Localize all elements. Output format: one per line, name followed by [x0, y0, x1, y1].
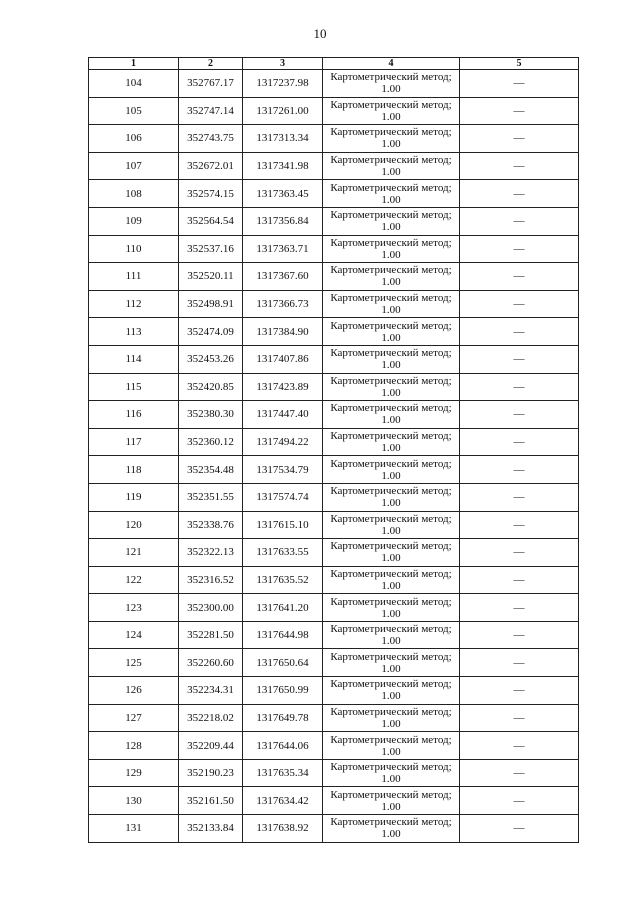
- table-body: [89, 70, 579, 843]
- y-coordinate-cell: 1317649.78: [243, 704, 323, 732]
- x-coordinate-cell: 352360.12: [179, 428, 243, 456]
- note-cell: —: [460, 511, 579, 539]
- x-coordinate-cell: 352281.50: [179, 621, 243, 649]
- table-row: [89, 704, 579, 732]
- method-cell: Картометрический метод; 1.00: [323, 207, 460, 235]
- note-cell: —: [460, 290, 579, 318]
- y-coordinate-cell: 1317633.55: [243, 539, 323, 567]
- x-coordinate-cell: 352574.15: [179, 180, 243, 208]
- y-coordinate-cell: 1317356.84: [243, 207, 323, 235]
- x-coordinate-cell: 352474.09: [179, 318, 243, 346]
- method-cell: Картометрический метод; 1.00: [323, 263, 460, 291]
- note-cell: —: [460, 125, 579, 153]
- note-cell: —: [460, 815, 579, 843]
- note-cell: —: [460, 152, 579, 180]
- point-number-cell: 116: [89, 401, 179, 429]
- point-number-cell: 121: [89, 539, 179, 567]
- note-cell: —: [460, 704, 579, 732]
- point-number-cell: 114: [89, 345, 179, 373]
- note-cell: —: [460, 677, 579, 705]
- y-coordinate-cell: 1317494.22: [243, 428, 323, 456]
- method-cell: Картометрический метод; 1.00: [323, 70, 460, 98]
- x-coordinate-cell: 352564.54: [179, 207, 243, 235]
- point-number-cell: 109: [89, 207, 179, 235]
- table-row: [89, 677, 579, 705]
- x-coordinate-cell: 352747.14: [179, 97, 243, 125]
- method-cell: Картометрический метод; 1.00: [323, 815, 460, 843]
- table-row: [89, 97, 579, 125]
- method-cell: Картометрический метод; 1.00: [323, 566, 460, 594]
- x-coordinate-cell: 352133.84: [179, 815, 243, 843]
- point-number-cell: 118: [89, 456, 179, 484]
- x-coordinate-cell: 352190.23: [179, 759, 243, 787]
- table-row: [89, 759, 579, 787]
- note-cell: —: [460, 539, 579, 567]
- note-cell: —: [460, 649, 579, 677]
- x-coordinate-cell: 352351.55: [179, 483, 243, 511]
- y-coordinate-cell: 1317237.98: [243, 70, 323, 98]
- note-cell: —: [460, 318, 579, 346]
- note-cell: —: [460, 621, 579, 649]
- method-cell: Картометрический метод; 1.00: [323, 318, 460, 346]
- point-number-cell: 126: [89, 677, 179, 705]
- point-number-cell: 110: [89, 235, 179, 263]
- table-row: [89, 511, 579, 539]
- table-row: [89, 456, 579, 484]
- y-coordinate-cell: 1317447.40: [243, 401, 323, 429]
- x-coordinate-cell: 352420.85: [179, 373, 243, 401]
- point-number-cell: 131: [89, 815, 179, 843]
- x-coordinate-cell: 352300.00: [179, 594, 243, 622]
- y-coordinate-cell: 1317367.60: [243, 263, 323, 291]
- point-number-cell: 112: [89, 290, 179, 318]
- x-coordinate-cell: 352453.26: [179, 345, 243, 373]
- header-col-5: 5: [460, 58, 579, 70]
- method-cell: Картометрический метод; 1.00: [323, 373, 460, 401]
- table-row: [89, 152, 579, 180]
- table-row: [89, 70, 579, 98]
- point-number-cell: 111: [89, 263, 179, 291]
- x-coordinate-cell: 352672.01: [179, 152, 243, 180]
- point-number-cell: 128: [89, 732, 179, 760]
- note-cell: —: [460, 759, 579, 787]
- method-cell: Картометрический метод; 1.00: [323, 621, 460, 649]
- note-cell: —: [460, 456, 579, 484]
- method-cell: Картометрический метод; 1.00: [323, 97, 460, 125]
- method-cell: Картометрический метод; 1.00: [323, 152, 460, 180]
- table-row: [89, 290, 579, 318]
- y-coordinate-cell: 1317615.10: [243, 511, 323, 539]
- method-cell: Картометрический метод; 1.00: [323, 649, 460, 677]
- point-number-cell: 122: [89, 566, 179, 594]
- note-cell: —: [460, 401, 579, 429]
- table-row: [89, 428, 579, 456]
- x-coordinate-cell: 352322.13: [179, 539, 243, 567]
- table-row: [89, 345, 579, 373]
- y-coordinate-cell: 1317635.34: [243, 759, 323, 787]
- y-coordinate-cell: 1317384.90: [243, 318, 323, 346]
- header-col-2: 2: [179, 58, 243, 70]
- y-coordinate-cell: 1317574.74: [243, 483, 323, 511]
- table-row: [89, 318, 579, 346]
- point-number-cell: 106: [89, 125, 179, 153]
- method-cell: Картометрический метод; 1.00: [323, 401, 460, 429]
- y-coordinate-cell: 1317534.79: [243, 456, 323, 484]
- table-row: [89, 125, 579, 153]
- method-cell: Картометрический метод; 1.00: [323, 732, 460, 760]
- method-cell: Картометрический метод; 1.00: [323, 428, 460, 456]
- y-coordinate-cell: 1317650.64: [243, 649, 323, 677]
- y-coordinate-cell: 1317341.98: [243, 152, 323, 180]
- method-cell: Картометрический метод; 1.00: [323, 787, 460, 815]
- method-cell: Картометрический метод; 1.00: [323, 704, 460, 732]
- x-coordinate-cell: 352234.31: [179, 677, 243, 705]
- table-row: [89, 263, 579, 291]
- method-cell: Картометрический метод; 1.00: [323, 456, 460, 484]
- y-coordinate-cell: 1317650.99: [243, 677, 323, 705]
- page-number: 10: [313, 26, 327, 41]
- x-coordinate-cell: 352209.44: [179, 732, 243, 760]
- point-number-cell: 120: [89, 511, 179, 539]
- method-cell: Картометрический метод; 1.00: [323, 511, 460, 539]
- note-cell: —: [460, 566, 579, 594]
- method-cell: Картометрический метод; 1.00: [323, 594, 460, 622]
- y-coordinate-cell: 1317313.34: [243, 125, 323, 153]
- note-cell: —: [460, 787, 579, 815]
- table-row: [89, 787, 579, 815]
- table-row: [89, 207, 579, 235]
- table-header-row: [89, 58, 579, 70]
- table-row: [89, 401, 579, 429]
- x-coordinate-cell: 352380.30: [179, 401, 243, 429]
- method-cell: Картометрический метод; 1.00: [323, 125, 460, 153]
- note-cell: —: [460, 180, 579, 208]
- table-row: [89, 649, 579, 677]
- note-cell: —: [460, 263, 579, 291]
- x-coordinate-cell: 352743.75: [179, 125, 243, 153]
- x-coordinate-cell: 352161.50: [179, 787, 243, 815]
- y-coordinate-cell: 1317644.06: [243, 732, 323, 760]
- note-cell: —: [460, 594, 579, 622]
- y-coordinate-cell: 1317644.98: [243, 621, 323, 649]
- y-coordinate-cell: 1317363.71: [243, 235, 323, 263]
- header-col-3: 3: [243, 58, 323, 70]
- coordinates-table: [88, 57, 579, 843]
- table-row: [89, 594, 579, 622]
- header-col-4: 4: [323, 58, 460, 70]
- method-cell: Картометрический метод; 1.00: [323, 759, 460, 787]
- point-number-cell: 127: [89, 704, 179, 732]
- point-number-cell: 113: [89, 318, 179, 346]
- y-coordinate-cell: 1317407.86: [243, 345, 323, 373]
- point-number-cell: 125: [89, 649, 179, 677]
- note-cell: —: [460, 732, 579, 760]
- point-number-cell: 117: [89, 428, 179, 456]
- y-coordinate-cell: 1317641.20: [243, 594, 323, 622]
- note-cell: —: [460, 373, 579, 401]
- point-number-cell: 124: [89, 621, 179, 649]
- method-cell: Картометрический метод; 1.00: [323, 345, 460, 373]
- note-cell: —: [460, 483, 579, 511]
- point-number-cell: 130: [89, 787, 179, 815]
- note-cell: —: [460, 207, 579, 235]
- y-coordinate-cell: 1317423.89: [243, 373, 323, 401]
- x-coordinate-cell: 352354.48: [179, 456, 243, 484]
- method-cell: Картометрический метод; 1.00: [323, 539, 460, 567]
- method-cell: Картометрический метод; 1.00: [323, 483, 460, 511]
- point-number-cell: 108: [89, 180, 179, 208]
- x-coordinate-cell: 352316.52: [179, 566, 243, 594]
- x-coordinate-cell: 352338.76: [179, 511, 243, 539]
- table-row: [89, 180, 579, 208]
- y-coordinate-cell: 1317261.00: [243, 97, 323, 125]
- method-cell: Картометрический метод; 1.00: [323, 235, 460, 263]
- x-coordinate-cell: 352218.02: [179, 704, 243, 732]
- point-number-cell: 107: [89, 152, 179, 180]
- header-col-1: 1: [89, 58, 179, 70]
- y-coordinate-cell: 1317366.73: [243, 290, 323, 318]
- point-number-cell: 129: [89, 759, 179, 787]
- y-coordinate-cell: 1317635.52: [243, 566, 323, 594]
- table-row: [89, 483, 579, 511]
- x-coordinate-cell: 352520.11: [179, 263, 243, 291]
- table-row: [89, 621, 579, 649]
- table-row: [89, 815, 579, 843]
- point-number-cell: 123: [89, 594, 179, 622]
- y-coordinate-cell: 1317363.45: [243, 180, 323, 208]
- x-coordinate-cell: 352537.16: [179, 235, 243, 263]
- note-cell: —: [460, 428, 579, 456]
- note-cell: —: [460, 235, 579, 263]
- method-cell: Картометрический метод; 1.00: [323, 180, 460, 208]
- table-row: [89, 732, 579, 760]
- note-cell: —: [460, 70, 579, 98]
- method-cell: Картометрический метод; 1.00: [323, 290, 460, 318]
- table-row: [89, 539, 579, 567]
- table-row: [89, 566, 579, 594]
- note-cell: —: [460, 345, 579, 373]
- x-coordinate-cell: 352498.91: [179, 290, 243, 318]
- point-number-cell: 104: [89, 70, 179, 98]
- point-number-cell: 105: [89, 97, 179, 125]
- point-number-cell: 119: [89, 483, 179, 511]
- x-coordinate-cell: 352260.60: [179, 649, 243, 677]
- table-row: [89, 235, 579, 263]
- x-coordinate-cell: 352767.17: [179, 70, 243, 98]
- y-coordinate-cell: 1317638.92: [243, 815, 323, 843]
- point-number-cell: 115: [89, 373, 179, 401]
- method-cell: Картометрический метод; 1.00: [323, 677, 460, 705]
- note-cell: —: [460, 97, 579, 125]
- y-coordinate-cell: 1317634.42: [243, 787, 323, 815]
- table-row: [89, 373, 579, 401]
